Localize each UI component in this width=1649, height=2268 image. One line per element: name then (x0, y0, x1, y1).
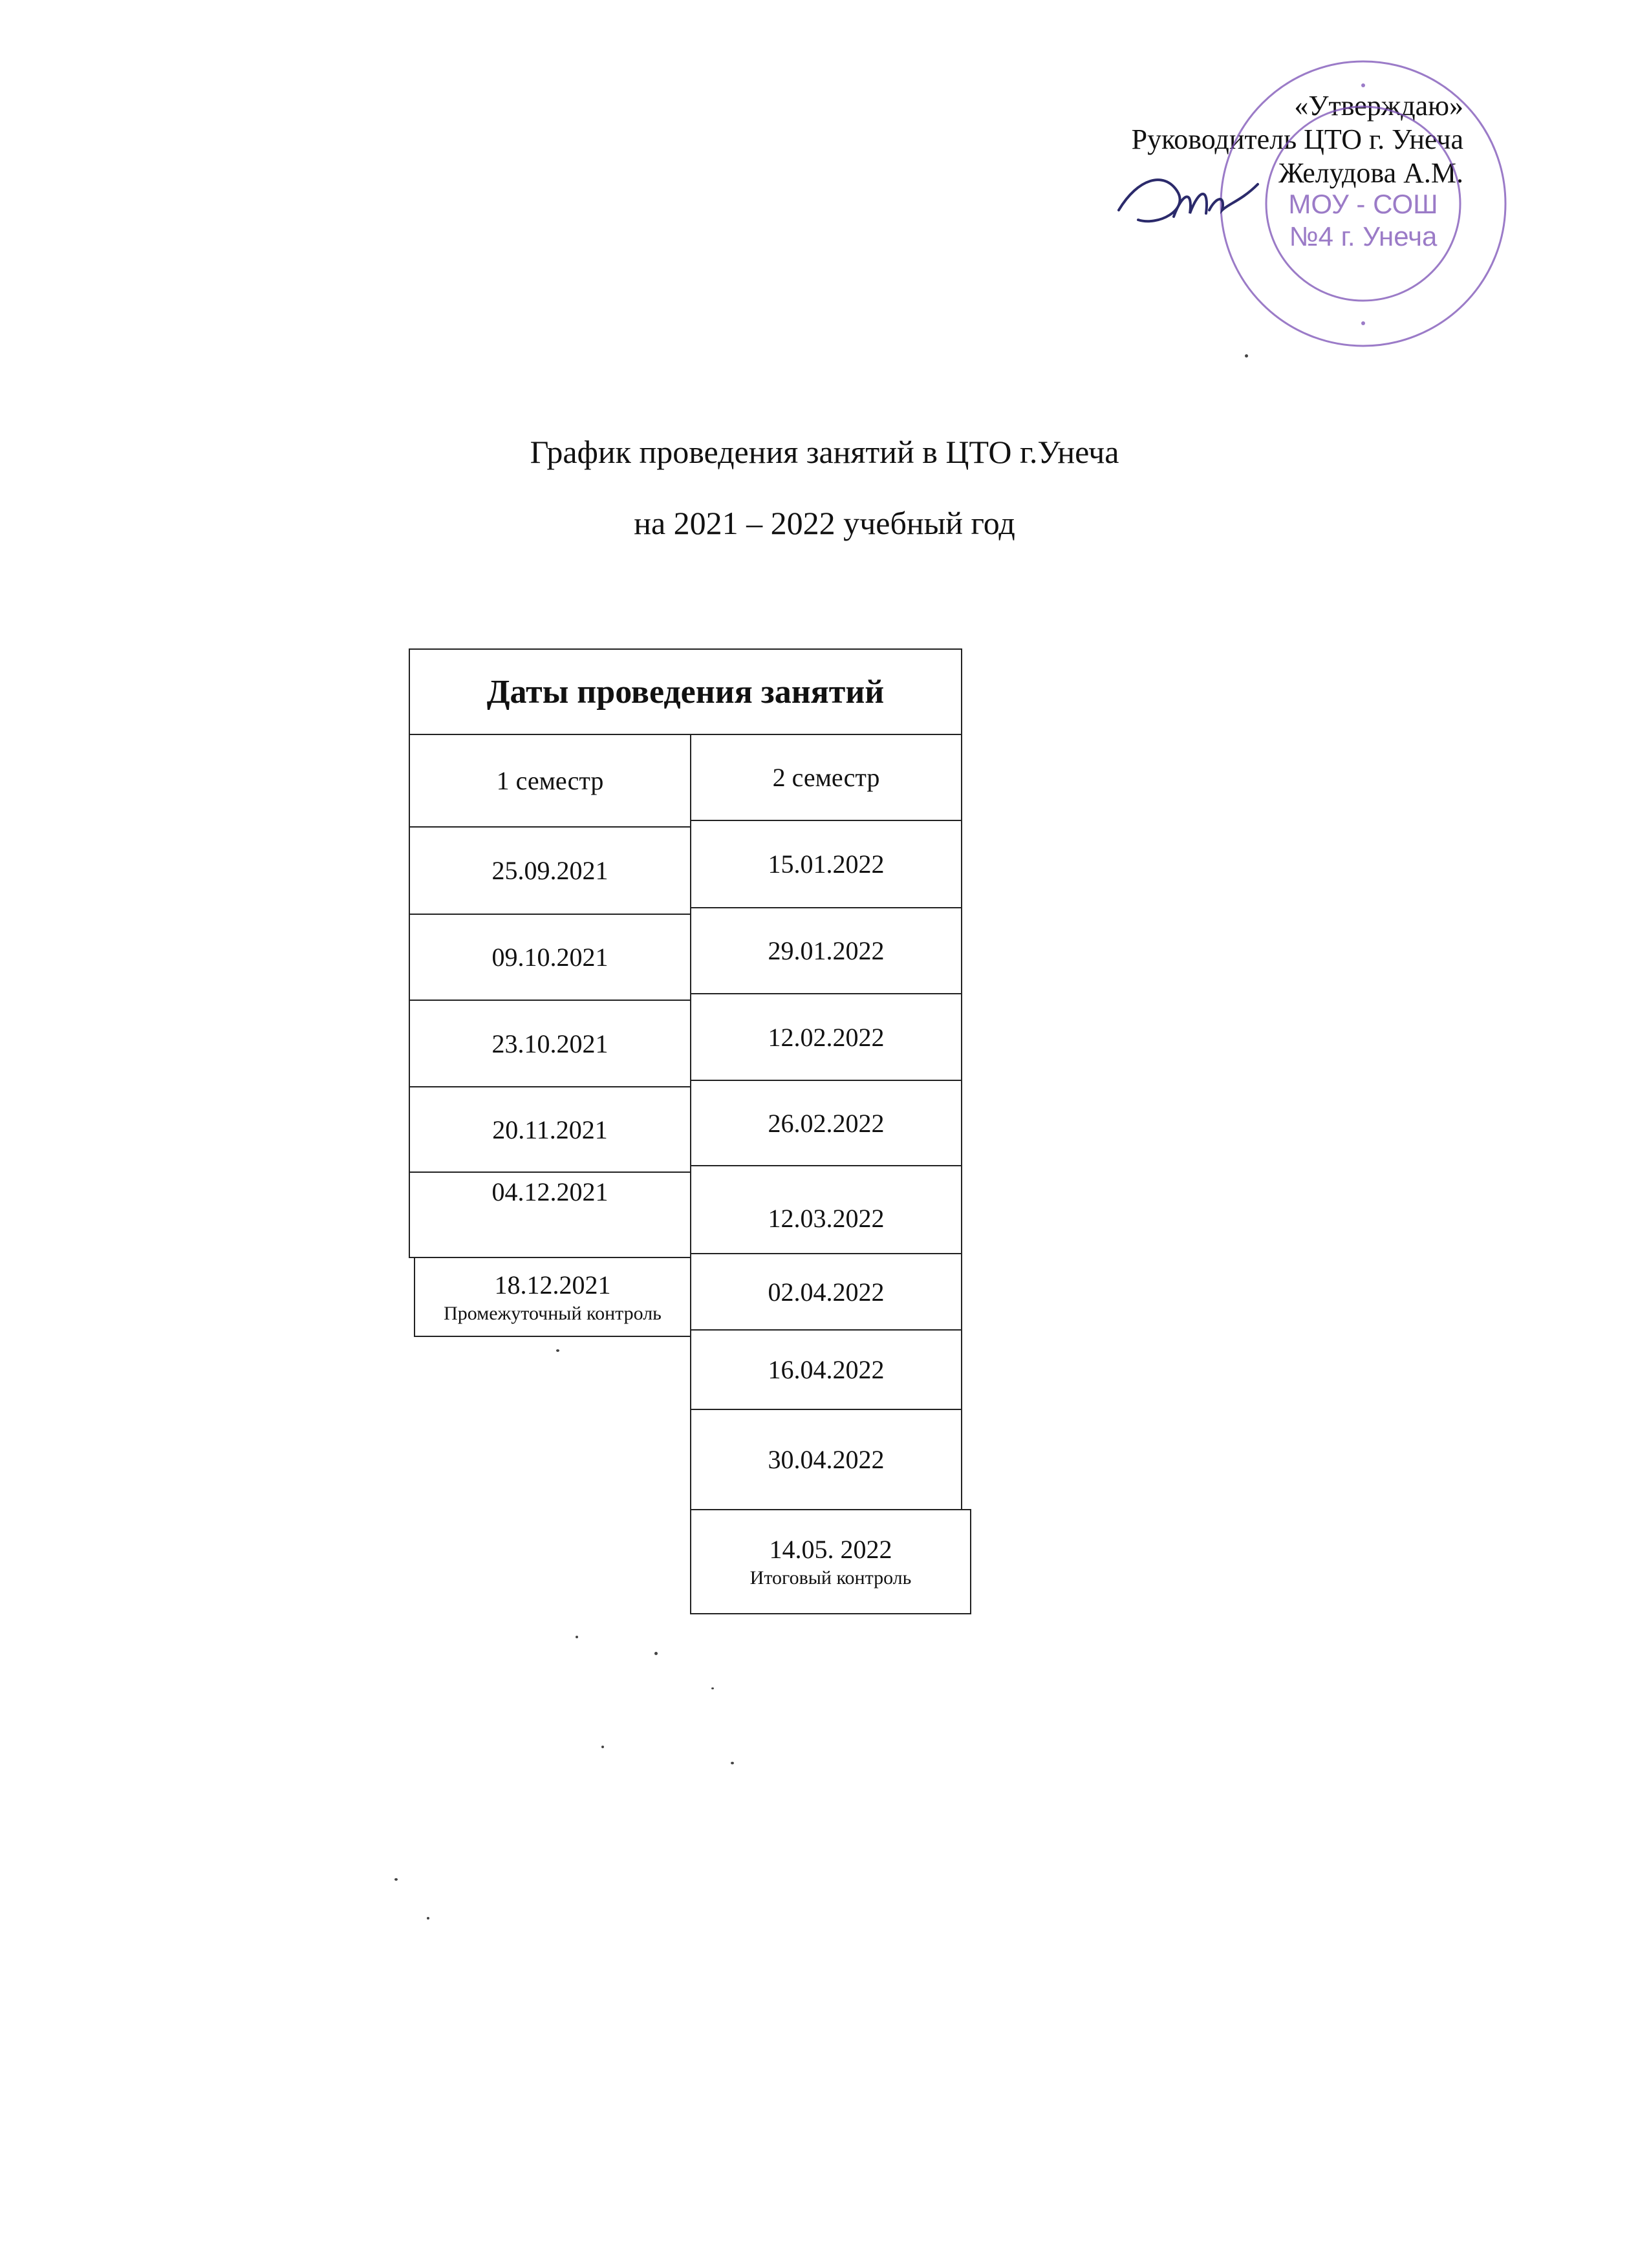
semester1-date: 04.12.2021 (409, 1171, 691, 1258)
scan-speck (601, 1746, 604, 1748)
semester1-header: 1 семестр (409, 734, 691, 828)
semester1-date: 20.11.2021 (409, 1086, 691, 1173)
scan-speck (394, 1878, 398, 1881)
semester2-final-cell (690, 1509, 971, 1614)
semester2-date: 12.03.2022 (690, 1165, 962, 1254)
scan-speck (576, 1636, 578, 1638)
intermediate-control-note: Промежуточный контроль (444, 1302, 662, 1324)
scan-speck (1245, 354, 1248, 358)
semester2-date: 12.02.2022 (690, 993, 962, 1081)
scan-speck (731, 1762, 734, 1764)
approval-label: «Утверждаю» (1294, 90, 1463, 122)
semester2-date: 26.02.2022 (690, 1080, 962, 1166)
semester2-date: 29.01.2022 (690, 907, 962, 994)
semester2-header: 2 семестр (690, 734, 962, 821)
stamp-text: МОУ - СОШ (1288, 189, 1438, 219)
approver-position: Руководитель ЦТО г. Унеча (1131, 123, 1463, 155)
final-control-note: Итоговый контроль (749, 1567, 912, 1589)
document-subtitle: на 2021 – 2022 учебный год (634, 505, 1015, 541)
scan-speck (556, 1349, 559, 1352)
semester2-date: 15.01.2022 (690, 820, 962, 908)
semester2-date: 14.05. 2022 (769, 1535, 892, 1564)
semester1-date: 25.09.2021 (409, 826, 691, 915)
svg-text:№4 г. Унеча: №4 г. Унеча (1289, 221, 1438, 251)
scan-speck (711, 1687, 714, 1689)
table-header: Даты проведения занятий (409, 648, 962, 735)
semester2-date: 02.04.2022 (690, 1253, 962, 1331)
scan-speck (427, 1917, 429, 1920)
semester2-date: 30.04.2022 (690, 1409, 962, 1510)
scan-speck (654, 1652, 658, 1655)
signature (1112, 165, 1267, 236)
document-title: График проведения занятий в ЦТО г.Унеча (530, 434, 1119, 470)
semester1-date: 09.10.2021 (409, 914, 691, 1001)
semester1-final-cell (414, 1257, 691, 1337)
approver-name: Желудова А.М. (1278, 157, 1463, 189)
semester2-date: 16.04.2022 (690, 1329, 962, 1410)
semester1-date: 18.12.2021 (494, 1270, 611, 1300)
semester1-date: 23.10.2021 (409, 1000, 691, 1087)
